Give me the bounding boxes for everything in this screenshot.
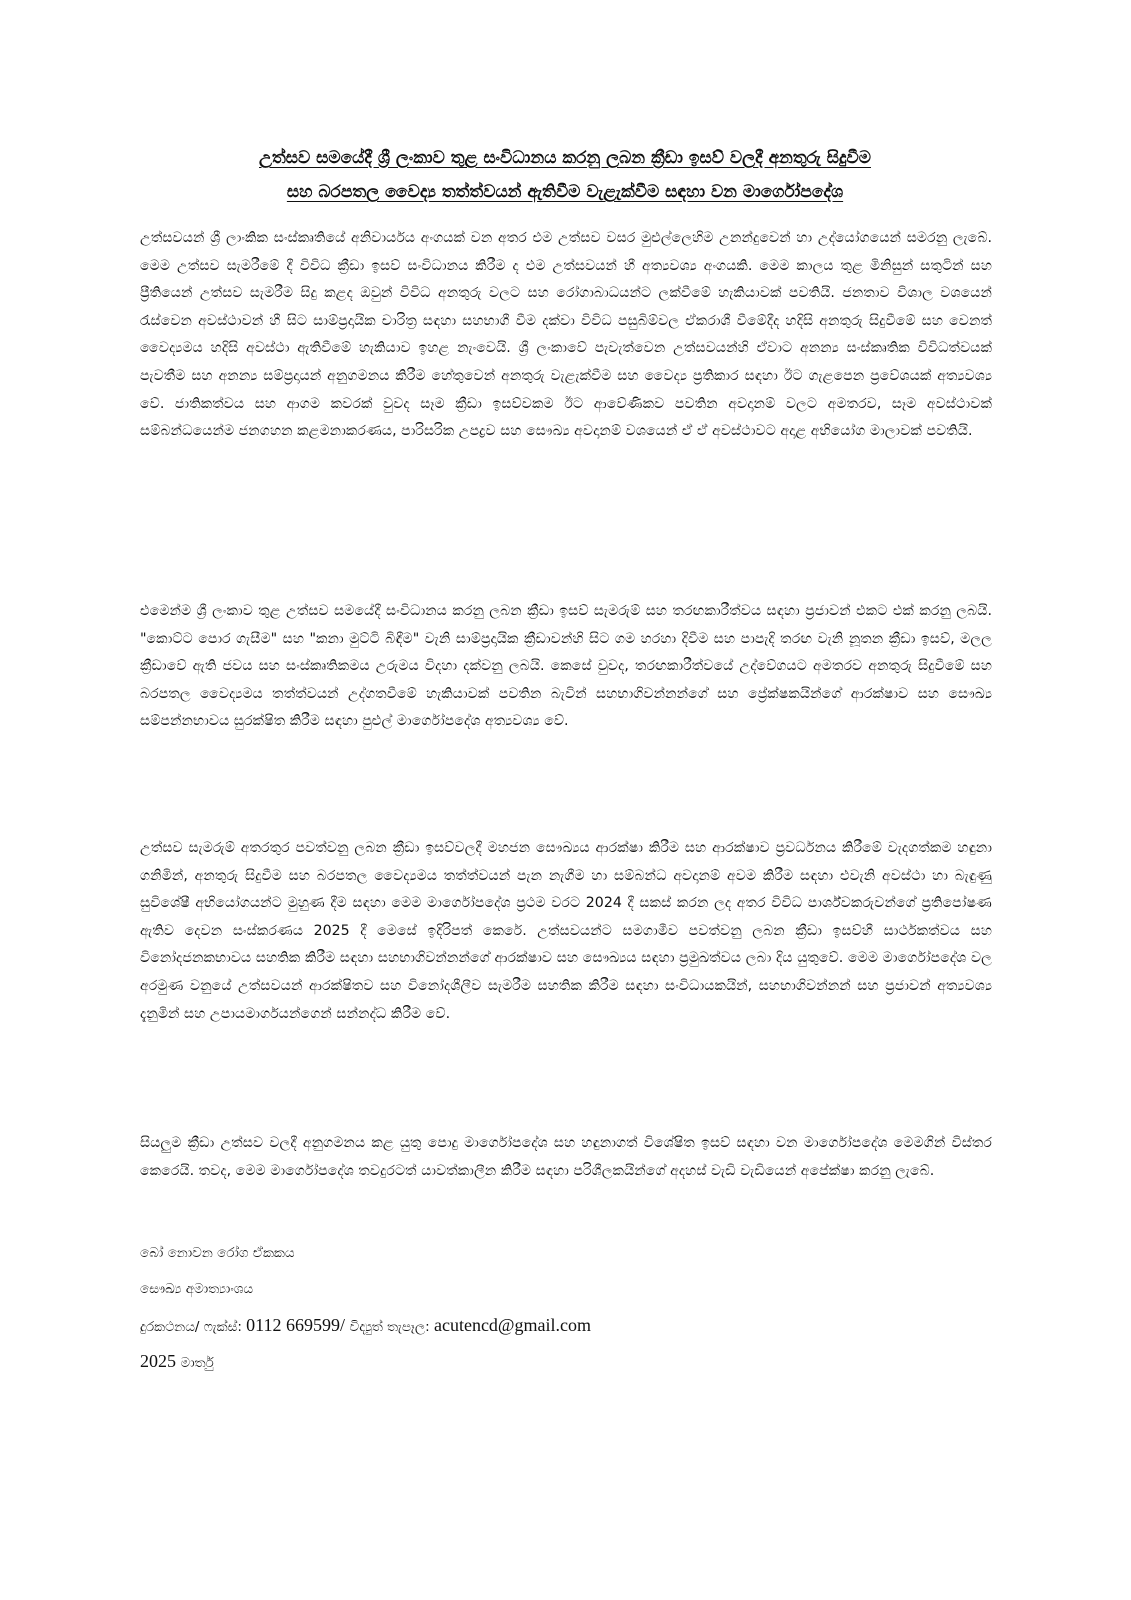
signature-ministry: සෞඛ්‍ය අමාත්‍යාංශය (140, 1281, 254, 1297)
signature-contact (140, 1313, 591, 1339)
document-title (120, 141, 1010, 209)
email-label: විද්‍යුත් තැපෑල: (349, 1319, 434, 1335)
paragraph-scope: සියලුම ක්‍රීඩා උත්සව වලදී අනුගමනය කළ යුතු පොදු මාර්ගෝපදේශ සහ හඳුනාගත් විශේෂිත ඉසව් සඳහා වන මාර්ගෝපදේශ මෙමගින් විස්තර කෙරෙයි. තවද, මෙම මාර්ගෝපදේශ තවදුරටත් යාවත්කාලීන කිරීම සඳහා පරිශීලකයින්ගේ අදහස් වැඩි වැඩියෙන් අපේක්ෂා කරනු ලැබේ. (140, 1135, 992, 1179)
date-month: මාර්තු (180, 1355, 214, 1371)
signature-date (140, 1349, 214, 1375)
contact-label: දුරකථනය/ ෆැක්ස්: (140, 1319, 247, 1335)
title-line-1: උත්සව සමයේදී ශ්‍රී ලංකාව තුළ සංවිධානය කරනු ලබන ක්‍රීඩා ඉසව් වලදී අනතුරු සිදුවීම (259, 148, 871, 168)
paragraph-introduction: උත්සවයන් ශ්‍රී ලාංකික සංස්කෘතියේ අනිවාර්යය අංගයක් වන අතර එම උත්සව වසර මුළුල්ලෙහිම උනන්දුවෙන් හා උද්යෝගයෙන් සමරනු ලැබේ. මෙම උත්සව සැමරීමේ දී විවිධ ක්‍රීඩා ඉසව් සංවිධානය කිරීම ද එම උත්සවයන් හී අත්‍යවශ්‍ය අංගයකි. මෙම කාලය තුළ මිනිසුන් සතුටින් සහ ප්‍රීතියෙන් උත්සව සැමරීම සිදු කළද ඔවුන් විවිධ අනතුරු වලට සහ රෝගාබාධයන්ට ලක්වීමේ හැකියාවක් පවතියි. ජනතාව විශාල වශයෙන් රැස්වෙන අවස්ථාවන් හී සිට සාම්ප්‍රදායික චාරිත්‍ර සඳහා සහභාගී වීම දක්වා විවිධ පසුබිම්වල ඒකරාශී වීමේදීද හදිසි අනතුරු සිදුවීමේ සහ වෙනත් වෛද්‍යමය හදිසි අවස්ථා ඇතිවීමේ හැකියාව ඉහළ නැංවෙයි. ශ්‍රී ලංකාවේ පැවැත්වෙන උත්සවයන්හි ඒවාට අනන්‍ය සංස්කෘතික විවිධත්වයක් පැවතීම සහ අනන්‍ය සම්ප්‍රදායන් අනුගමනය කිරීම හේතුවෙන් අනතුරු වැළැක්වීම සහ වෛද්‍ය ප්‍රතිකාර සඳහා ඊට ගැළපෙන ප්‍රවේශයක් අත්‍යවශ්‍ය වේ. ජාතිකත්වය සහ ආගම කවරක් වුවද සෑම ක්‍රීඩා ඉසව්වකම ඊට ආවේණිකව පවතින අවදානම් වලට අමතරව, සෑම අවස්ථාවක් සම්බන්ධයෙන්ම ජනගහන කළමනාකරණය, පාරිසරික උපද්‍රව සහ සෞඛ්‍ය අවදානම් වශයෙන් ඒ ඒ අවස්ථාවට අදාළ අභියෝග මාලාවක් පවතියි. (140, 230, 992, 440)
paragraph-purpose: උත්සව සැමරුම් අතරතුර පවත්වනු ලබන ක්‍රීඩා ඉසව්වලදී මහජන සෞඛ්‍යය ආරක්ෂා කිරීම සහ ආරක්ෂාව ප්‍රවර්ධනය කිරීමේ වැදගත්කම හඳුනා ගනිමින්, අනතුරු සිදුවීම සහ බරපතල වෛද්‍යමය තත්ත්වයන් පැන නැගීම හා සම්බන්ධ අවදානම් අවම කිරීම සඳහා එවැනි අවස්ථා හා බැඳුණු සුවිශේෂී අභියෝගයන්ට මුහුණ දීම සඳහා මෙම මාර්ගෝපදේශ ප්‍රථම වරට 2024 දී සකස් කරන ලද අතර විවිධ පාර්ශ්වකරුවන්ගේ ප්‍රතිපෝෂණ ඇතිව දෙවන සංස්කරණය 2025 දී මෙසේ ඉදිරිපත් කෙරේ. උත්සවයන්ට සමගාමීව පවත්වනු ලබන ක්‍රීඩා ඉසව්හී සාර්ථකත්වය සහ විනෝදජනකභාවය සහතික කිරීම සඳහා සහභාගිවන්නන්ගේ ආරක්ෂාව සහ සෞඛ්‍යය සඳහා ප්‍රමුඛත්වය ලබා දිය යුතුවේ. මෙම මාර්ගෝපදේශ වල අරමුණ වනුයේ උත්සවයන් ආරක්ෂිතව සහ විනෝදශීලීව සැමරීම සහතික කිරීම සඳහා සංවිධායකයින්, සහභාගිවන්නන් සහ ප්‍රජාවන් අත්‍යවශ්‍ය දැනුමින් සහ උපායමාර්ගයන්ගෙන් සන්නද්ධ කිරීම වේ. (140, 840, 992, 1022)
paragraph-festival-sports: එමෙන්ම ශ්‍රී ලංකාව තුළ උත්සව සමයේදී සංවිධානය කරනු ලබන ක්‍රීඩා ඉසව් සැමරුම් සහ තරඟකාරීත්වය සඳහා ප්‍රජාවන් එකට එක් කරනු ලබයි. "කොට්ට පොර ගැසීම" සහ "කනා මුට්ටි බිඳීම" වැනි සාම්ප්‍රදායික ක්‍රීඩාවන්හි සිට ගම හරහා දිවීම සහ පාපැදි තරඟ වැනි නූතන ක්‍රීඩා ඉසව්, මලල ක්‍රීඩාවේ ඇති ජවය සහ සංස්කෘතිකමය උරුමය විදහා දක්වනු ලබයි. කෙසේ වුවද, තරඟකාරීත්වයේ උද්වේගයට අමතරව අනතුරු සිදුවීමේ සහ බරපතල වෛද්‍යමය තත්ත්වයන් උද්ගතවීමේ හැකියාවක් පවතින බැවින් සහභාගිවන්නන්ගේ සහ ප්‍රේක්ෂකයින්ගේ ආරක්ෂාව සහ සෞඛ්‍ය සම්පන්නභාවය සුරක්ෂිත කිරීම සඳහා පුළුල් මාර්ගෝපදේශ අත්‍යවශ්‍ය වේ. (140, 603, 992, 730)
email-address: acutencd@gmail.com (433, 1315, 591, 1335)
phone-number: 0112 669599/ (246, 1315, 350, 1335)
title-line-2: සහ බරපතල වෛද්‍ය තත්ත්වයන් ඇතිවීම වැළැක්වීම සඳහා වන මාර්ගෝපදේශ (286, 182, 844, 202)
signature-unit: බෝ නොවන රෝග ඒකකය (140, 1245, 295, 1261)
date-year: 2025 (140, 1351, 181, 1371)
